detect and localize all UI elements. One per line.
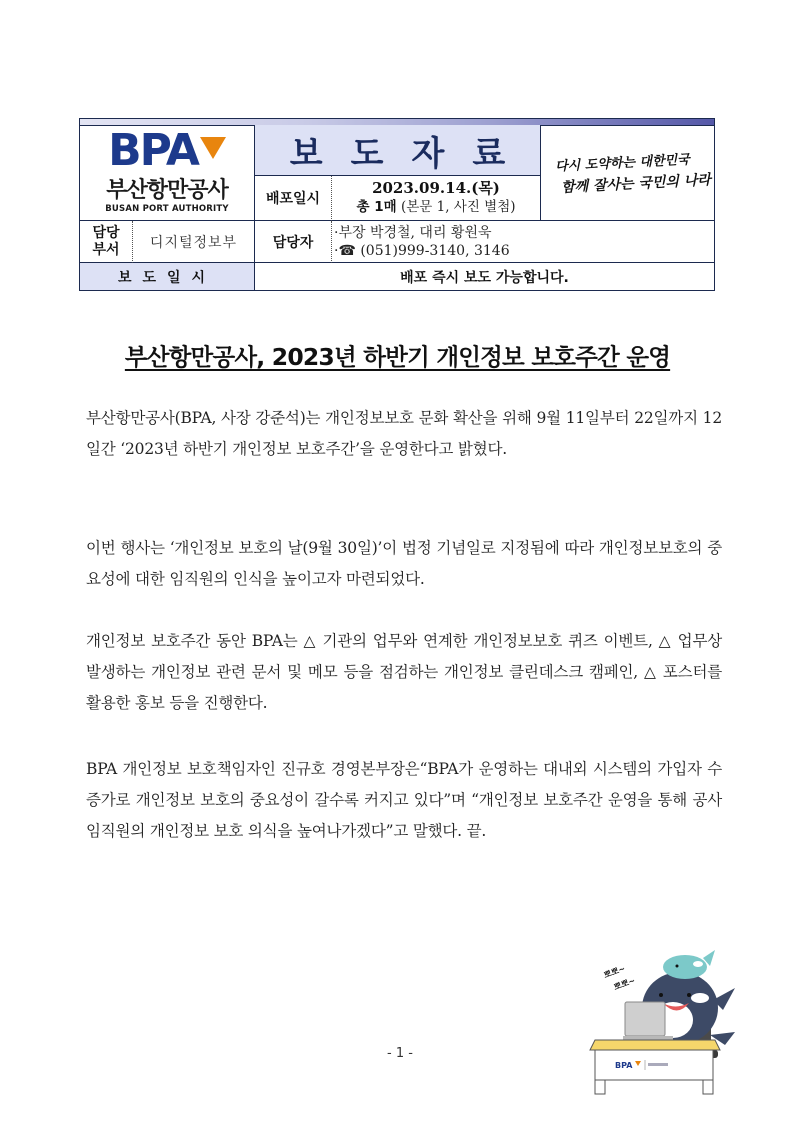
slogan-cell <box>541 125 714 221</box>
doc-type-cell <box>255 125 541 176</box>
distribution-date-value <box>332 176 541 221</box>
contact-names: ·부장 박경철, 대리 황원욱 <box>334 224 492 241</box>
svg-text:뽀뽀~: 뽀뽀~ <box>612 975 637 992</box>
report-date-label: 보도일시 <box>80 263 255 290</box>
slogan-line-2: 함께 잘사는 국민의 나라 <box>560 172 711 196</box>
logo-cell <box>80 125 255 221</box>
distribution-date: 2023.09.14.(목) <box>372 179 500 197</box>
slogan-line-1: 다시 도약하는 대한민국 <box>554 152 691 175</box>
page-count-total: 총 1매 <box>356 199 397 215</box>
bpa-logo-letters: BPA <box>108 125 198 176</box>
bpa-logo-triangle-icon <box>200 137 226 159</box>
body-paragraph-2: 이번 행사는 ‘개인정보 보호의 날(9월 30일)’이 법정 기념일로 지정됨에 따라 개인정보보호의 중요성에 대한 임직원의 인식을 높이고자 마련되었다. <box>86 539 722 588</box>
bpa-logo <box>108 125 226 176</box>
contact-label: 담당자 <box>255 221 332 263</box>
department-label-line-2: 부서 <box>92 241 120 258</box>
svg-text:BPA: BPA <box>615 1061 633 1070</box>
body-paragraph-3: 개인정보 보호주간 동안 BPA는 △ 기관의 업무와 연계한 개인정보보호 퀴즈 이벤트, △ 업무상 발생하는 개인정보 관련 문서 및 메모 등을 점검하는 개인정보 클린데스크 캠페인, △ 포스터를 활용한 홍보 등을 진행한다. <box>86 632 722 712</box>
doc-type-title: 보도자료 <box>289 133 534 174</box>
department-label <box>80 221 133 263</box>
report-date-value: 배포 즉시 보도 가능합니다. <box>400 269 569 286</box>
org-name-korean: 부산항만공사 <box>106 178 228 203</box>
page-number: - 1 - <box>387 1046 413 1061</box>
contact-phone: ·☎ (051)999-3140, 3146 <box>334 242 510 259</box>
contact-value <box>332 221 714 263</box>
page-count <box>356 198 515 217</box>
department-value: 디지털정보부 <box>133 221 255 263</box>
body-paragraph-4: BPA 개인정보 보호책임자인 진규호 경영본부장은“BPA가 운영하는 대내외 시스템의 가입자 수 증가로 개인정보 보호의 중요성이 갈수록 커지고 있다”며 “개인정보 보호주간 운영을 통해 공사 임직원의 개인정보 보호 의식을 높여나가겠다”고 말했다. 끝. <box>86 760 722 840</box>
body-paragraph-1: 부산항만공사(BPA, 사장 강준석)는 개인정보보호 문화 확산을 위해 9월 11일부터 22일까지 12일간 ‘2023년 하반기 개인정보 보호주간’을 운영한다고 밝혔다. <box>86 409 722 458</box>
document-title: 부산항만공사, 2023년 하반기 개인정보 보호주간 운영 <box>124 343 671 371</box>
distribution-date-label: 배포일시 <box>255 176 332 221</box>
org-name-english: BUSAN PORT AUTHORITY <box>105 204 229 214</box>
department-label-line-1: 담당 <box>92 224 120 241</box>
page-count-detail: (본문 1, 사진 별첨) <box>396 199 516 215</box>
press-release-header-table <box>79 118 715 291</box>
svg-text:뽀뽀~: 뽀뽀~ <box>602 963 627 980</box>
orca-mascot-illustration <box>585 940 745 1100</box>
